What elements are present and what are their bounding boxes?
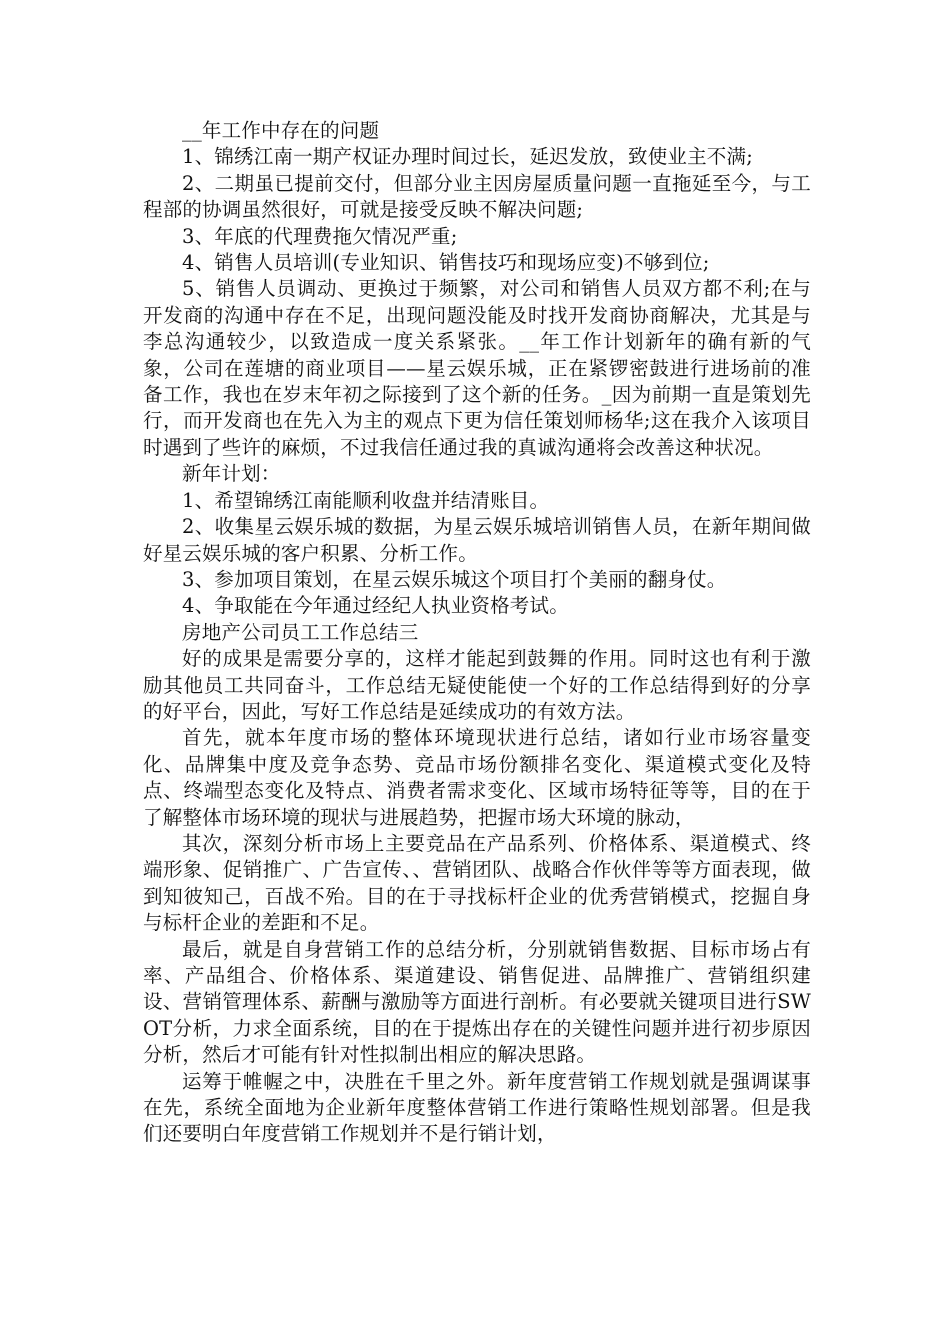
summary-paragraph-intro: 好的成果是需要分享的，这样才能起到鼓舞的作用。同时这也有利于激励其他员工共同奋斗，工作总结无疑使能使一个好的工作总结得到好的分享的好平台，因此，写好工作总结是延续成功的有效方法。 <box>143 647 811 723</box>
summary-paragraph-last: 最后，就是自身营销工作的总结分析，分别就销售数据、目标市场占有率、产品组合、价格体系、渠道建设、销售促进、品牌推广、营销组织建设、营销管理体系、薪酬与激励等方面进行剖析。有必要就关键项目进行SWOT分析，力求全面系统，目的在于提炼出存在的关键性问题并进行初步原因分析，然后才可能有针对性拟制出相应的解决思路。 <box>143 937 811 1067</box>
summary-paragraph-planning: 运筹于帷幄之中，决胜在千里之外。新年度营销工作规划就是强调谋事在先，系统全面地为企业新年度整体营销工作进行策略性规划部署。但是我们还要明白年度营销工作规划并不是行销计划， <box>143 1069 811 1146</box>
plan-item-3: 3、参加项目策划，在星云娱乐城这个项目打个美丽的翻身仗。 <box>182 567 727 591</box>
summary-paragraph-second: 其次，深刻分析市场上主要竞品在产品系列、价格体系、渠道模式、终端形象、促销推广、广告宣传、、营销团队、战略合作伙伴等等方面表现，做到知彼知己，百战不殆。目的在于寻找标杆企业的优秀营销模式，挖掘自身与标杆企业的差距和不足。 <box>143 831 811 935</box>
problem-item-1: 1、锦绣江南一期产权证办理时间过长，延迟发放，致使业主不满; <box>182 145 753 169</box>
plan-item-4: 4、争取能在今年通过经纪人执业资格考试。 <box>182 594 569 618</box>
problem-item-4: 4、销售人员培训(专业知识、销售技巧和现场应变)不够到位; <box>182 251 710 275</box>
section-heading-new-year-plan: 新年计划： <box>182 462 281 486</box>
section-heading-summary-three: 房地产公司员工工作总结三 <box>182 620 419 644</box>
document-page <box>143 118 811 1148</box>
problem-item-5: 5、销售人员调动、更换过于频繁，对公司和销售人员双方都不利;在与开发商的沟通中存在不足，出现问题没能及时找开发商协商解决，尤其是与李总沟通较少，以致造成一度关系紧张。__年工作计划新年的确有新的气象，公司在莲塘的商业项目——星云娱乐城，正在紧锣密鼓进行进场前的准备工作，我也在岁末年初之际接到了这个新的任务。_因为前期一直是策划先行，而开发商也在先入为主的观点下更为信任策划师杨华;这在我介入该项目时遇到了些许的麻烦，不过我信任通过我的真诚沟通将会改善这种状况。 <box>143 277 811 459</box>
section-heading-problems: __年工作中存在的问题 <box>182 119 380 142</box>
plan-item-1: 1、希望锦绣江南能顺利收盘并结清账目。 <box>182 488 550 512</box>
summary-paragraph-first: 首先，就本年度市场的整体环境现状进行总结，诸如行业市场容量变化、品牌集中度及竞争态势、竞品市场份额排名变化、渠道模式变化及特点、终端型态变化及特点、消费者需求变化、区域市场特征等等，目的在于了解整体市场环境的现状与进展趋势，把握市场大环境的脉动， <box>143 726 811 829</box>
problem-item-3: 3、年底的代理费拖欠情况严重; <box>182 224 458 248</box>
problem-item-2: 2、二期虽已提前交付，但部分业主因房屋质量问题一直拖延至今，与工程部的协调虽然很好，可就是接受反映不解决问题; <box>143 171 811 222</box>
plan-item-2: 2、收集星云娱乐城的数据，为星云娱乐城培训销售人员，在新年期间做好星云娱乐城的客户积累、分析工作。 <box>143 515 811 565</box>
